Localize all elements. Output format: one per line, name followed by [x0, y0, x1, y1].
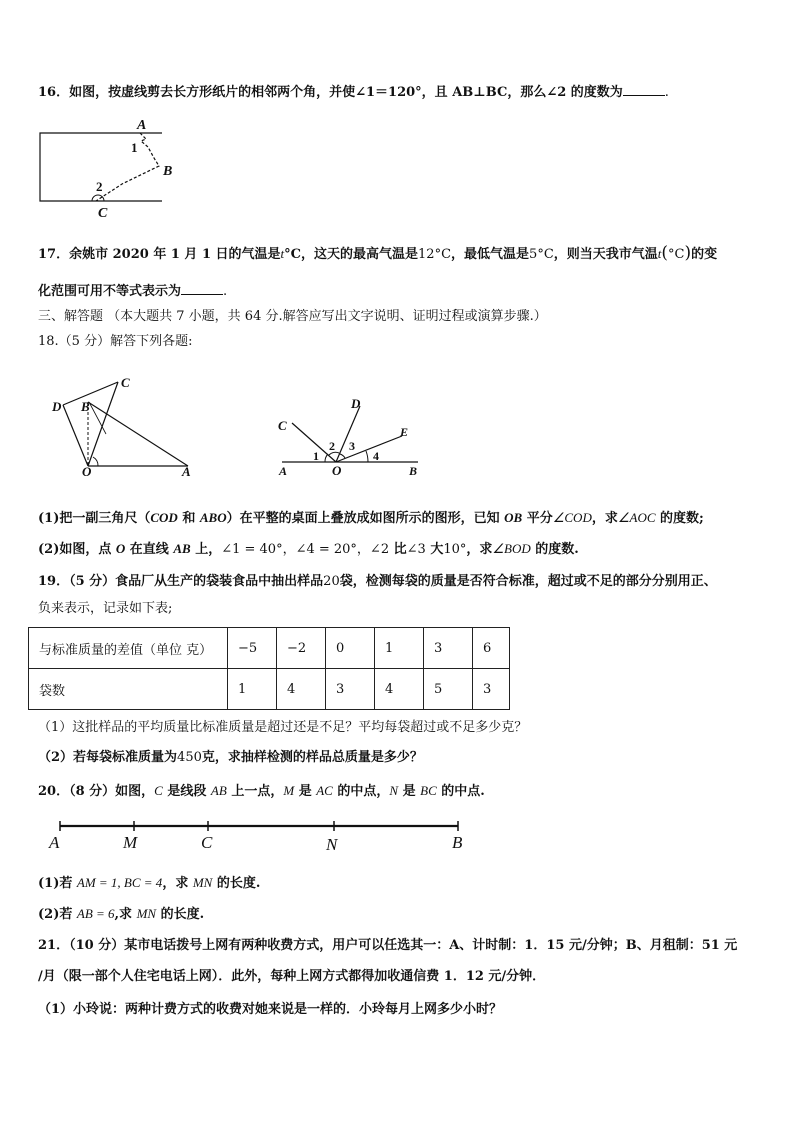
table-cell: 3	[473, 669, 510, 710]
table-cell: 1	[228, 669, 277, 710]
fig1-label-O: O	[82, 464, 92, 478]
fig2-label-4: 4	[373, 449, 379, 463]
q17-line2: 化范围可用不等式表示为 .	[38, 284, 228, 299]
fig2-label-B: B	[409, 464, 418, 478]
fig2-label-2: 2	[329, 439, 335, 453]
fig-label-B: B	[163, 164, 173, 179]
q21-line2: /月（限一部个人住宅电话上网）．此外，每种上网方式都得加收通信费 1．12 元/分钟．	[38, 969, 546, 984]
seg-label-C: C	[201, 833, 213, 852]
section-header: 三、解答题 （本大题共 7 小题，共 64 分.解答应写出文字说明、证明过程或演算步骤.）	[38, 309, 547, 324]
q17-line1: 17．余姚市 2020 年 1 月 1 日的气温是t°C，这天的最高气温是12°C，最低气温是5°C，则当天我市气温t(°C)的变	[38, 243, 718, 263]
fig1-label-C: C	[121, 375, 130, 390]
fig1-label-D: D	[52, 399, 62, 414]
table-cell: 0	[326, 628, 375, 669]
fig-label-2: 2	[96, 179, 103, 194]
fig1-label-B: B	[81, 399, 90, 414]
q21-sub1: （1）小玲说：两种计费方式的收费对她来说是一样的．小玲每月上网多少小时？	[38, 1002, 503, 1017]
table-cell: 3	[424, 628, 473, 669]
q18-title: 18.（5 分）解答下列各题:	[38, 334, 193, 349]
fig2-label-3: 3	[349, 439, 355, 453]
table-cell: 3	[326, 669, 375, 710]
seg-label-A: A	[49, 833, 60, 852]
q19-sub2: （2）若每袋标准质量为450克，求抽样检测的样品总质量是多少？	[38, 750, 423, 765]
table-cell: −5	[228, 628, 277, 669]
q19-line1: 19．（5 分）食品厂从生产的袋装食品中抽出样品20袋，检测每袋的质量是否符合标准，超过或不足的部分分别用正、	[38, 574, 717, 589]
table-cell: 5	[424, 669, 473, 710]
q18-figure-1	[48, 372, 198, 478]
answer-blank	[181, 282, 223, 295]
fig-label-1: 1	[131, 140, 138, 155]
q20-part1: (1)若 AM = 1, BC = 4，求 MN 的长度.	[38, 875, 261, 891]
seg-label-N: N	[326, 835, 338, 854]
seg-label-B: B	[452, 833, 463, 852]
q19-line2: 负来表示，记录如下表;	[38, 601, 173, 616]
q20-part2: (2)若 AB = 6,求 MN 的长度.	[38, 906, 205, 922]
q19-sub1: （1）这批样品的平均质量比标准质量是超过还是不足？平均每袋超过或不足多少克？	[38, 720, 528, 735]
cut-line	[96, 133, 159, 201]
table-row-header: 与标准质量的差值（单位 克）	[29, 628, 228, 669]
table-cell: 4	[277, 669, 326, 710]
fig-label-A: A	[137, 118, 147, 133]
fig2-label-A: A	[279, 464, 288, 478]
table-row-header: 袋数	[29, 669, 228, 710]
fig2-label-C: C	[278, 418, 287, 433]
seg-label-M: M	[123, 833, 138, 852]
q20-text: 20．（8 分）如图，C 是线段 AB 上一点，M 是 AC 的中点，N 是 BC 的中点.	[38, 783, 485, 799]
fig2-label-O: O	[332, 463, 342, 478]
table-cell: 6	[473, 628, 510, 669]
table-row	[29, 628, 510, 669]
q20-segment-figure	[44, 814, 474, 856]
table-cell: 1	[375, 628, 424, 669]
q16-text: 16．如图，按虚线剪去长方形纸片的相邻两个角，并使∠1＝120°，且 AB⊥BC，那么∠2 的度数为 .	[38, 85, 669, 100]
table-row	[29, 669, 510, 710]
q21-line1: 21．（10 分）某市电话拨号上网有两种收费方式，用户可以任选其一：A、计时制：1．15 元/分钟；B、月租制：51 元	[38, 938, 738, 953]
fig2-label-E: E	[400, 425, 409, 439]
q18-figure-2	[276, 396, 426, 480]
q19-table	[28, 627, 510, 710]
table-cell: −2	[277, 628, 326, 669]
fig1-label-A: A	[182, 464, 191, 478]
fig2-label-D: D	[351, 396, 361, 411]
q16-figure	[36, 112, 186, 224]
q18-part2: (2)如图，点 O 在直线 AB 上，∠1 = 40°，∠4 = 20°，∠2 比∠3 大10°，求∠BOD 的度数.	[38, 541, 579, 557]
fig-label-C: C	[98, 206, 108, 221]
fig2-label-1: 1	[313, 449, 319, 463]
answer-blank	[623, 83, 665, 96]
table-cell: 4	[375, 669, 424, 710]
q18-part1: (1)把一副三角尺（COD 和 ABO）在平整的桌面上叠放成如图所示的图形，已知 OB 平分∠COD，求∠AOC 的度数;	[38, 510, 704, 526]
